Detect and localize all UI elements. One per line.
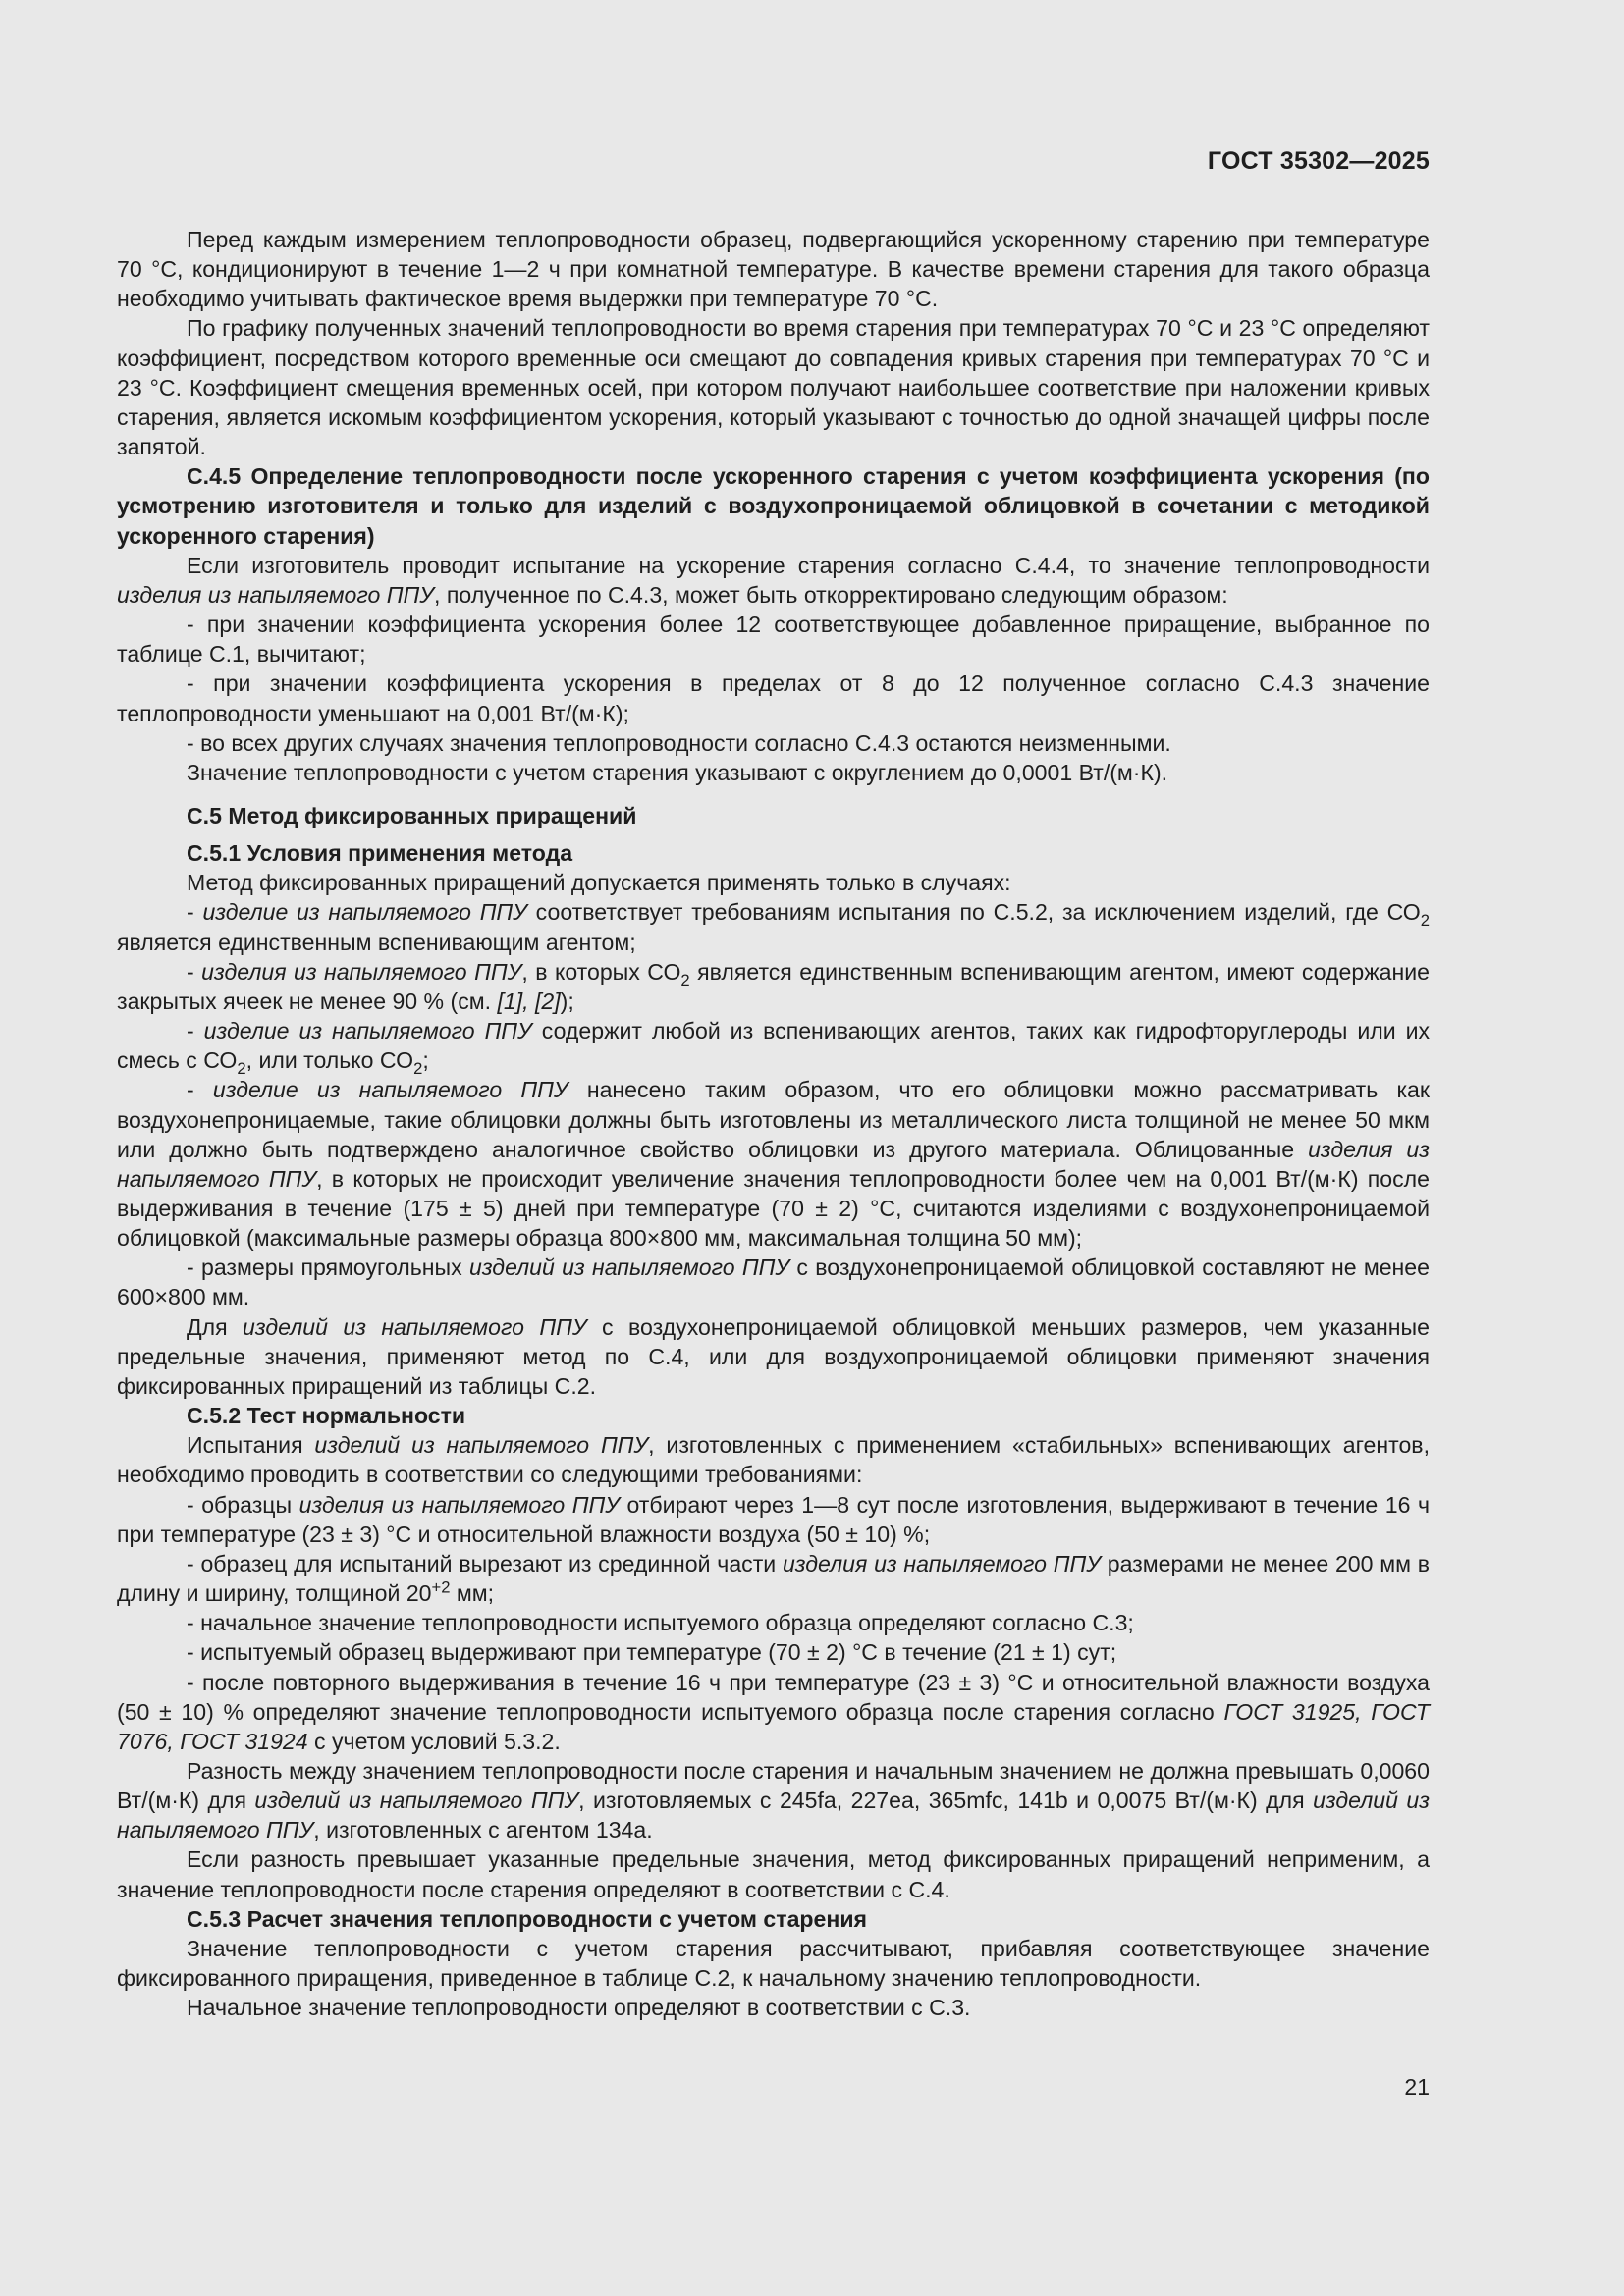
paragraph: Для изделий из напыляемого ППУ с воздухонепроницаемой облицовкой меньших размеров, чем указанные предельные значения, применяют метод по С.4, или для воздухопроницаемой облицовки применяют значения фиксированных приращений из таблицы С.2.: [117, 1313, 1430, 1399]
list-item: - изделие из напыляемого ППУ содержит любой из вспенивающих агентов, таких как гидрофторуглероды или их смесь с $СО_2$, или только $СО_2$;: [117, 1018, 1431, 1079]
list-item: - изделия из напыляемого ППУ, в которых $СО_2$ является единственным вспенивающим агентом, имеют содержание закрытых ячеек не менее 90 % (см. [1], [2]);: [117, 958, 1430, 1014]
list-item: - после повторного выдерживания в течение 16 ч при температуре (23 ± 3) °С и относительной влажности воздуха (50 ± 10) % определяют значение теплопроводности испытуемого образца после старения согласно ГОСТ 31925, ГОСТ 7076, ГОСТ 31924 с учетом условий 5.3.2.: [117, 1669, 1430, 1754]
section-heading-c53: С.5.3 Расчет значения теплопроводности с учетом старения: [187, 1905, 867, 1932]
paragraph: Перед каждым измерением теплопроводности образец, подвергающийся ускоренному старению при температуре 70 °С, кондиционируют в течение 1—2 ч при комнатной температуре. В качестве времени старения для такого образца необходимо учитывать фактическое время выдержки при температуре 70 °С.: [117, 227, 1430, 312]
list-item: - испытуемый образец выдерживают при температуре (70 ± 2) °С в течение (21 ± 1) сут;: [187, 1639, 1117, 1666]
paragraph: Начальное значение теплопроводности определяют в соответствии с С.3.: [187, 1995, 971, 2021]
paragraph: Значение теплопроводности с учетом старения указывают с округлением до 0,0001 Вт/(м·К).: [187, 759, 1168, 785]
paragraph: Если разность превышает указанные предельные значения, метод фиксированных приращений неприменим, а значение теплопроводности после старения определяют в соответствии с С.4.: [117, 1846, 1430, 1902]
list-item: - размеры прямоугольных изделий из напыляемого ППУ с воздухонепроницаемой облицовкой составляют не менее 600×800 мм.: [117, 1255, 1430, 1310]
list-item: - начальное значение теплопроводности испытуемого образца определяют согласно С.3;: [187, 1610, 1134, 1636]
list-item: - образцы изделия из напыляемого ППУ отбирают через 1—8 сут после изготовления, выдерживают в течение 16 ч при температуре (23 ± 3) °С и относительной влажности воздуха (50 ± 10) %;: [117, 1491, 1430, 1547]
page-number: 21: [1404, 2074, 1430, 2100]
paragraph: Если изготовитель проводит испытание на ускорение старения согласно С.4.4, то значение теплопроводности изделия из напыляемого ППУ, полученное по С.4.3, может быть откорректировано следующим образом:: [117, 552, 1430, 608]
list-item: - изделие из напыляемого ППУ нанесено таким образом, что его облицовки можно рассматривать как воздухонепроницаемые, такие облицовки должны быть изготовлены из металлического листа толщиной не менее 50 мкм или должно быть подтверждено аналогичное свойство облицовки из другого материала. Облицованные изделия из напыляемого ППУ, в которых не происходит увеличение значения теплопроводности более чем на 0,001 Вт/(м·К) после выдерживания в течение (175 ± 5) дней при температуре (70 ± 2) °С, считаются изделиями с воздухонепроницаемой облицовкой (максимальные размеры образца 800×800 мм, максимальная толщина 50 мм);: [117, 1077, 1431, 1252]
document-body: [117, 225, 1430, 2022]
paragraph: По графику полученных значений теплопроводности во время старения при температурах 70 °С и 23 °С определяют коэффициент, посредством которого временные оси смещают до совпадения кривых старения при температурах 70 °С и 23 °С. Коэффициент смещения временных осей, при котором получают наибольшее соответствие при наложении кривых старения, является искомым коэффициентом ускорения, который указывают с точностью до одной значащей цифры после запятой.: [117, 315, 1430, 460]
paragraph: Разность между значением теплопроводности после старения и начальным значением не должна превышать 0,0060 Вт/(м·К) для изделий из напыляемого ППУ, изготовляемых с 245fa, 227ea, 365mfc, 141b и 0,0075 Вт/(м·К) для изделий из напыляемого ППУ, изготовленных с агентом 134а.: [117, 1757, 1430, 1843]
document-id: ГОСТ 35302—2025: [1207, 147, 1430, 175]
list-item: - при значении коэффициента ускорения в пределах от 8 до 12 полученное согласно С.4.3 значение теплопроводности уменьшают на 0,001 Вт/(м·К);: [117, 670, 1430, 726]
list-item: - изделие из напыляемого ППУ соответствует требованиям испытания по С.5.2, за исключением изделий, где $СО_2$ является единственным вспенивающим агентом;: [117, 899, 1431, 955]
paragraph: Метод фиксированных приращений допускается применять только в случаях:: [187, 870, 1011, 896]
paragraph: Испытания изделий из напыляемого ППУ, изготовленных с применением «стабильных» вспенивающих агентов, необходимо проводить в соответствии со следующими требованиями:: [117, 1432, 1430, 1488]
paragraph: Значение теплопроводности с учетом старения рассчитывают, прибавляя соответствующее значение фиксированного приращения, приведенное в таблице С.2, к начальному значению теплопроводности.: [117, 1935, 1430, 1992]
section-heading-c52: С.5.2 Тест нормальности: [187, 1403, 466, 1429]
section-heading-c5: С.5 Метод фиксированных приращений: [187, 802, 637, 828]
list-item: - при значении коэффициента ускорения более 12 соответствующее добавленное приращение, выбранное по таблице С.1, вычитают;: [117, 612, 1430, 667]
list-item: - во всех других случаях значения теплопроводности согласно С.4.3 остаются неизменными.: [187, 729, 1171, 756]
section-heading-c51: С.5.1 Условия применения метода: [187, 840, 573, 867]
section-heading-c45: С.4.5 Определение теплопроводности после ускоренного старения с учетом коэффициента ускорения (по усмотрению изготовителя и только для изделий с воздухопроницаемой облицовкой в сочетании с методикой ускоренного старения): [117, 463, 1430, 549]
list-item: - образец для испытаний вырезают из срединной части изделия из напыляемого ППУ размерами не менее 200 мм в длину и ширину, толщиной $20^{+2}$ мм;: [117, 1550, 1431, 1607]
